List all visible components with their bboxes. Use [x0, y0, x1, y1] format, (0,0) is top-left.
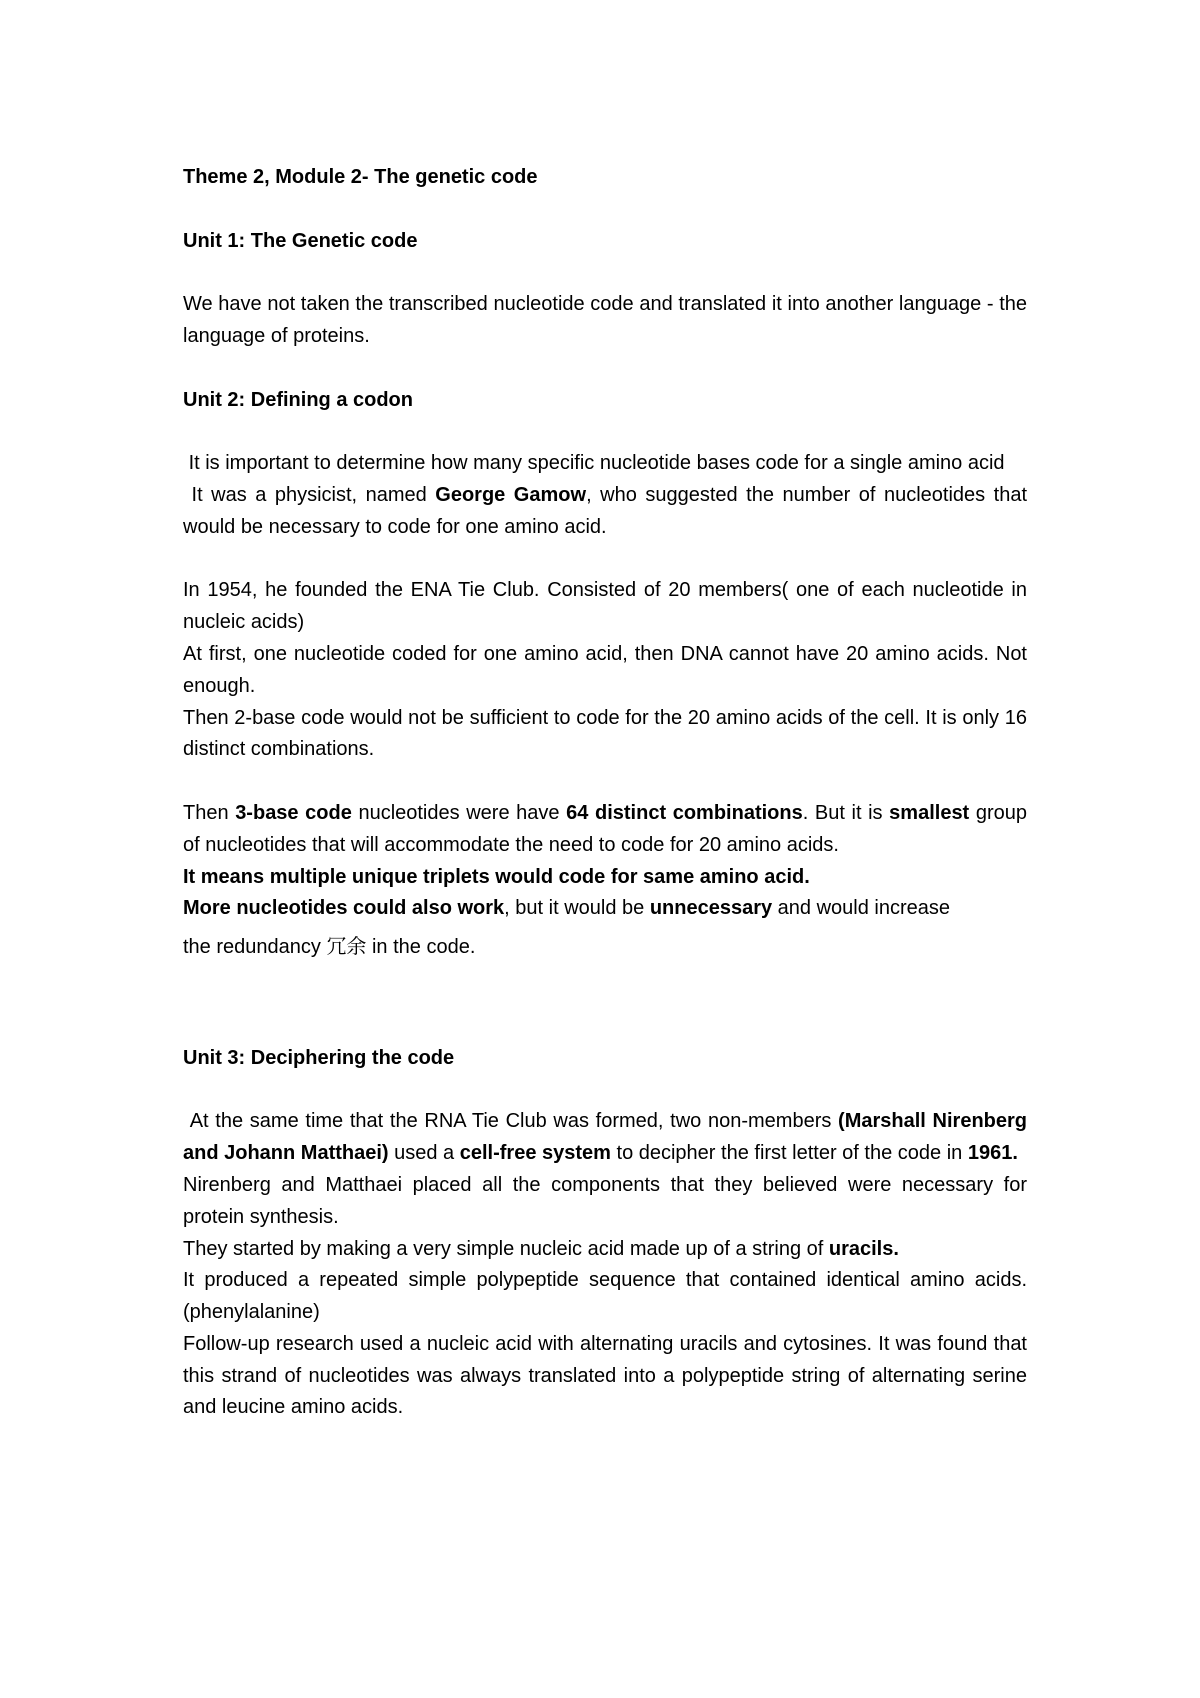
bold-uracils: uracils.: [828, 1237, 899, 1260]
document-title: Theme 2, Module 2- The genetic code: [183, 166, 538, 188]
document-body: [183, 162, 1033, 1424]
unit2-paragraph-7: It means multiple unique triplets would code for same amino acid.: [183, 865, 810, 888]
unit2-paragraph-6: [183, 798, 1027, 862]
unit1-paragraph: We have not taken the transcribed nucleotide code and translated it into another language - the language of proteins.: [183, 293, 1027, 347]
unit2-paragraph-9: the redundancy 冗余 in the code.: [183, 936, 476, 959]
text-run: nucleotides were have: [351, 801, 567, 824]
bold-unnecessary: unnecessary: [649, 897, 773, 920]
unit3-paragraph-4: It produced a repeated simple polypeptide sequence that contained identical amino acids.(phenylalanine): [183, 1269, 1027, 1324]
text-run: and would increase: [772, 897, 951, 920]
text-run: They started by making a very simple nucleic acid made up of a string of: [183, 1237, 829, 1260]
unit2-paragraph-2: [183, 480, 1033, 544]
bold-more-nucleotides: More nucleotides could also work: [183, 897, 505, 920]
unit3-paragraph-2: Nirenberg and Matthaei placed all the components that they believed were necessary for protein synthesis.: [183, 1173, 1027, 1228]
unit2-paragraph-8: [183, 893, 1027, 925]
unit2-paragraph-4: At first, one nucleotide coded for one amino acid, then DNA cannot have 20 amino acids. Not enough.: [183, 642, 1027, 697]
bold-smallest: smallest: [889, 801, 970, 824]
unit1-heading: Unit 1: The Genetic code: [183, 229, 418, 252]
bold-3-base-code: 3-base code: [235, 801, 352, 824]
bold-1961: 1961.: [967, 1142, 1018, 1165]
unit2-paragraph-3: In 1954, he founded the ENA Tie Club. Consisted of 20 members( one of each nucleotide in nucleic acids): [183, 579, 1027, 634]
unit3-paragraph-1: [183, 1106, 1033, 1170]
unit3-paragraph-5: Follow-up research used a nucleic acid with alternating uracils and cytosines. It was found that this strand of nucleotides was always translated into a polypeptide string of alternating serine and leucine amino acids.: [183, 1332, 1027, 1419]
bold-researchers: (Marshall Nirenberg and Johann Matthaei): [183, 1110, 1033, 1165]
bold-cell-free-system: cell-free system: [459, 1142, 611, 1165]
unit2-paragraph-1: It is important to determine how many specific nucleotide bases code for a single amino acid: [183, 452, 1005, 475]
text-run: . But it is: [802, 801, 890, 824]
unit2-heading: Unit 2: Defining a codon: [183, 388, 413, 411]
text-run: , but it would be: [504, 897, 650, 920]
text-run: It was a physicist, named: [183, 483, 436, 506]
text-run: , who suggested the number of nucleotides that would be necessary to code for one amino acid.: [183, 483, 1033, 538]
unit2-paragraph-5: Then 2-base code would not be sufficient to code for the 20 amino acids of the cell. It is only 16 distinct combinations.: [183, 706, 1027, 761]
text-run: group of nucleotides that will accommodate the need to code for 20 amino acids.: [183, 801, 1027, 856]
bold-64-combinations: 64 distinct combinations: [566, 801, 803, 824]
name-george-gamow: George Gamow: [435, 483, 587, 506]
text-run: Then: [183, 801, 236, 824]
text-run: to decipher the first letter of the code in: [610, 1142, 968, 1165]
unit3-heading: Unit 3: Deciphering the code: [183, 1046, 455, 1069]
unit3-paragraph-3: [183, 1234, 1027, 1266]
text-run: At the same time that the RNA Tie Club was formed, two non-members: [183, 1110, 839, 1133]
text-run: used a: [388, 1142, 460, 1165]
